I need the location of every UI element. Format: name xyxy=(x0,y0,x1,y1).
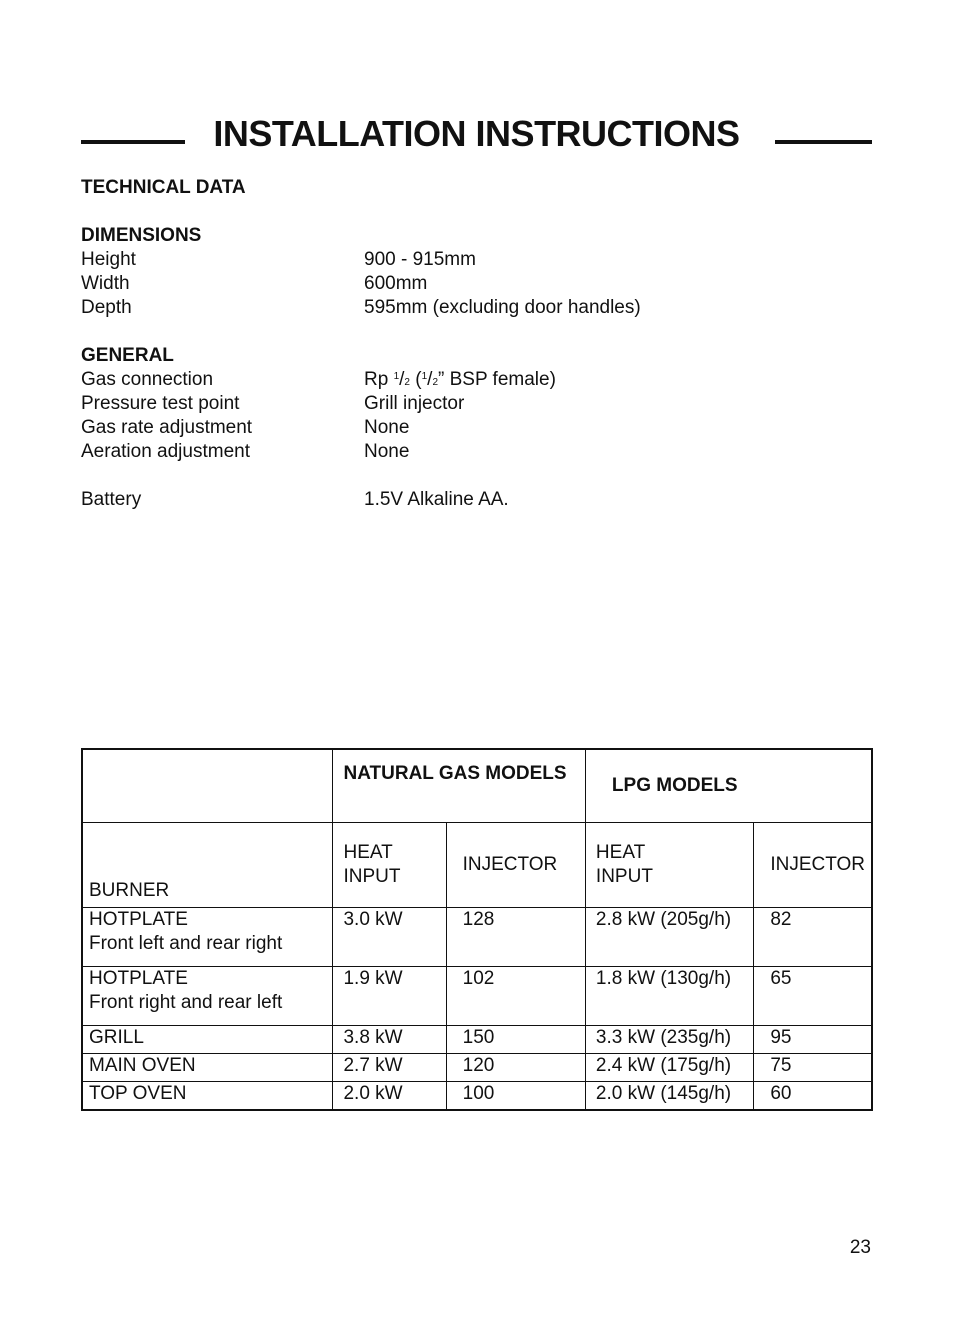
battery-label: Battery xyxy=(81,489,142,510)
ng-heat-input-header-text: HEAT INPUT xyxy=(343,842,401,887)
lpg-injector-cell: 60 xyxy=(754,1082,872,1111)
page-title: INSTALLATION INSTRUCTIONS xyxy=(213,113,740,154)
page-number: 23 xyxy=(849,1237,871,1258)
page-header xyxy=(81,112,872,160)
lpg-injector-cell: 82 xyxy=(754,908,872,967)
lpg-heat-cell: 3.3 kW (235g/h) xyxy=(585,1026,753,1054)
burner-data-table xyxy=(81,748,873,1111)
lpg-heat-cell: 2.8 kW (205g/h) xyxy=(585,908,753,967)
fraction-denominator: 2 xyxy=(432,377,438,388)
table-row xyxy=(82,1026,872,1054)
section-title: TECHNICAL DATA xyxy=(81,177,246,198)
dimensions-heading: DIMENSIONS xyxy=(81,225,202,246)
table-row xyxy=(82,1082,872,1111)
burner-cell: GRILL xyxy=(82,1026,333,1054)
gas-connection-prefix: Rp xyxy=(364,369,394,390)
ng-injector-cell: 100 xyxy=(446,1082,585,1111)
fraction-denominator: 2 xyxy=(404,377,410,388)
gas-connection-label: Gas connection xyxy=(81,369,214,390)
burner-cell xyxy=(82,967,333,1026)
lpg-heat-cell: 2.0 kW (145g/h) xyxy=(585,1082,753,1111)
table-group-header-row xyxy=(82,749,872,823)
burner-cell xyxy=(82,908,333,967)
ng-heat-cell: 2.7 kW xyxy=(333,1054,446,1082)
lpg-injector-cell: 95 xyxy=(754,1026,872,1054)
aeration-label: Aeration adjustment xyxy=(81,441,250,462)
aeration-value: None xyxy=(364,441,410,462)
lpg-heat-cell: 2.4 kW (175g/h) xyxy=(585,1054,753,1082)
lpg-heat-input-header-text: HEAT INPUT xyxy=(595,842,653,887)
depth-value: 595mm (excluding door handles) xyxy=(364,297,641,318)
fraction-numerator: 1 xyxy=(421,371,428,382)
table-sub-header-row xyxy=(82,823,872,908)
burner-header: BURNER xyxy=(82,823,333,908)
lpg-injector-cell: 65 xyxy=(754,967,872,1026)
lpg-injector-header: INJECTOR xyxy=(754,823,872,908)
table-row xyxy=(82,1054,872,1082)
battery-value: 1.5V Alkaline AA. xyxy=(364,489,509,510)
height-label: Height xyxy=(81,249,136,270)
burner-position: Front right and rear left xyxy=(89,992,283,1013)
gas-rate-value: None xyxy=(364,417,410,438)
ng-heat-cell: 3.0 kW xyxy=(333,908,446,967)
gas-connection-suffix: ” BSP female) xyxy=(438,369,556,390)
general-heading: GENERAL xyxy=(81,345,174,366)
natural-gas-header-text: NATURAL GAS MODELS xyxy=(343,763,567,784)
burner-position: Front left and rear right xyxy=(89,933,283,954)
empty-header-cell xyxy=(82,749,333,823)
burner-name: HOTPLATE xyxy=(89,968,188,989)
lpg-heat-cell: 1.8 kW (130g/h) xyxy=(585,967,753,1026)
lpg-injector-cell: 75 xyxy=(754,1054,872,1082)
burner-name: HOTPLATE xyxy=(89,909,188,930)
ng-heat-cell: 3.8 kW xyxy=(333,1026,446,1054)
width-value: 600mm xyxy=(364,273,428,294)
gas-connection-value: Rp $^1$/2 ($^1$/2” BSP female) xyxy=(364,369,556,390)
depth-label: Depth xyxy=(81,297,132,318)
ng-injector-header: INJECTOR xyxy=(446,823,585,908)
ng-injector-cell: 120 xyxy=(446,1054,585,1082)
fraction-numerator: 1 xyxy=(393,371,400,382)
pressure-test-value: Grill injector xyxy=(364,393,465,414)
ng-heat-input-header xyxy=(333,823,446,908)
ng-heat-cell: 1.9 kW xyxy=(333,967,446,1026)
ng-heat-cell: 2.0 kW xyxy=(333,1082,446,1111)
gas-rate-label: Gas rate adjustment xyxy=(81,417,253,438)
ng-injector-cell: 128 xyxy=(446,908,585,967)
table-row xyxy=(82,908,872,967)
ng-injector-cell: 150 xyxy=(446,1026,585,1054)
pressure-test-label: Pressure test point xyxy=(81,393,240,414)
burner-cell: TOP OVEN xyxy=(82,1082,333,1111)
table-row xyxy=(82,967,872,1026)
lpg-heat-input-header xyxy=(585,823,753,908)
title-rule-right xyxy=(775,140,872,144)
ng-injector-cell: 102 xyxy=(446,967,585,1026)
lpg-header-text: LPG MODELS xyxy=(611,775,738,796)
burner-cell: MAIN OVEN xyxy=(82,1054,333,1082)
lpg-header xyxy=(585,749,872,823)
natural-gas-header xyxy=(333,749,585,823)
height-value: 900 - 915mm xyxy=(364,249,476,270)
width-label: Width xyxy=(81,273,130,294)
